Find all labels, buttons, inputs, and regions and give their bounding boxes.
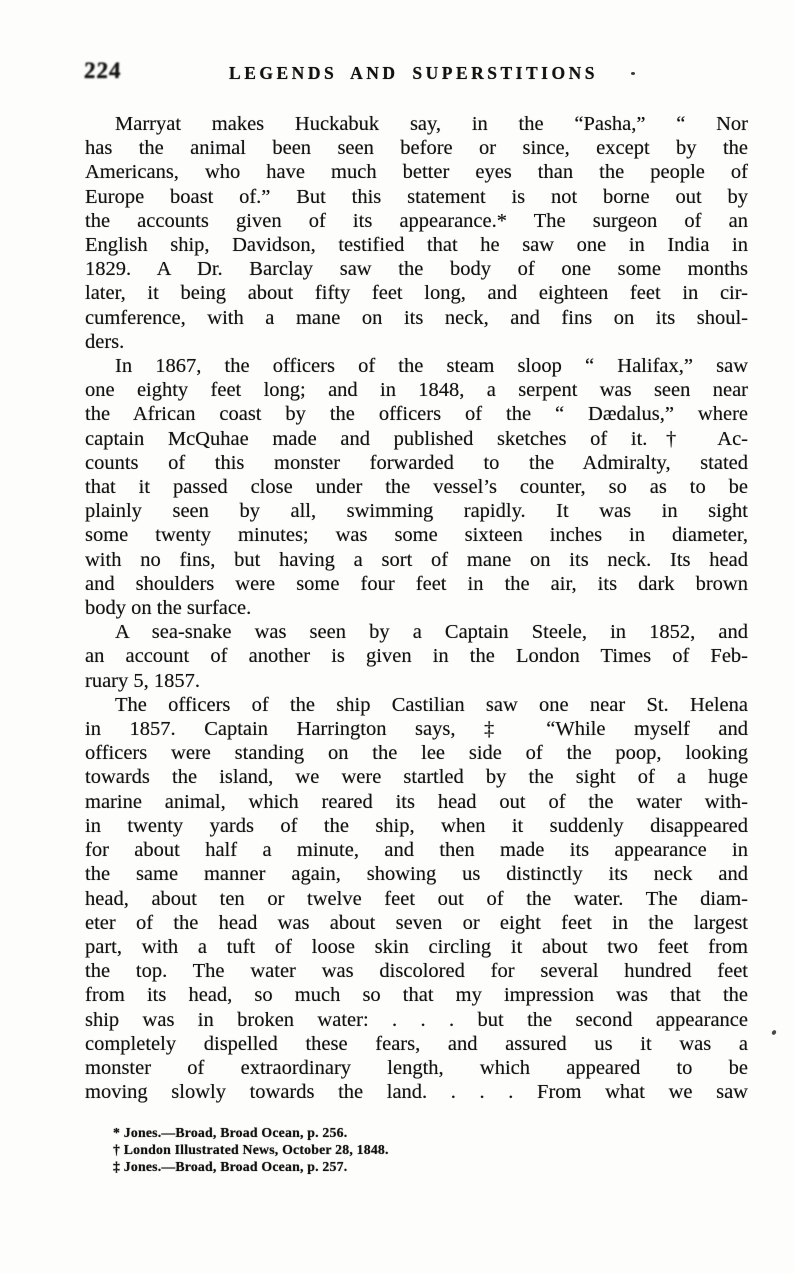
text-line: in twenty yards of the ship, when it suddenly disappeared bbox=[85, 814, 748, 837]
text-line: ders. bbox=[85, 330, 125, 353]
text-line: an account of another is given in the London Times of Feb- bbox=[85, 645, 748, 668]
text-line: 1829. A Dr. Barclay saw the body of one some months bbox=[85, 258, 748, 281]
text-line: monster of extraordinary length, which appeared to be bbox=[85, 1056, 748, 1079]
text-line: some twenty minutes; was some sixteen inches in diameter, bbox=[85, 524, 748, 547]
footnotes bbox=[113, 1124, 673, 1176]
text-line: marine animal, which reared its head out of the water with- bbox=[85, 790, 748, 813]
text-line: cumference, with a mane on its neck, and fins on its shoul- bbox=[85, 306, 748, 329]
text-line: Marryat makes Huckabuk say, in the “Pasha,” “ Nor bbox=[115, 113, 748, 135]
page-header bbox=[0, 0, 795, 100]
ink-speck bbox=[771, 1029, 777, 1035]
text-line: Americans, who have much better eyes than the people of bbox=[85, 161, 748, 184]
paragraph bbox=[85, 354, 748, 620]
page-number: 224 bbox=[83, 58, 122, 83]
text-line: plainly seen by all, swimming rapidly. It was in sight bbox=[85, 500, 748, 523]
text-line: the same manner again, showing us distinctly its neck and bbox=[85, 863, 748, 886]
text-line: towards the island, we were startled by the sight of a huge bbox=[85, 766, 748, 789]
footnote: * Jones.—Broad, Broad Ocean, p. 256. bbox=[113, 1125, 348, 1140]
text-line: officers were standing on the lee side of the poop, looking bbox=[85, 742, 748, 765]
text-line: counts of this monster forwarded to the Admiralty, stated bbox=[85, 451, 748, 474]
text-line: eter of the head was about seven or eight feet in the largest bbox=[85, 911, 748, 934]
paragraph bbox=[85, 620, 748, 693]
text-line: A sea-snake was seen by a Captain Steele, in 1852, and bbox=[115, 621, 748, 644]
text-line: the accounts given of its appearance.* The surgeon of an bbox=[85, 209, 748, 232]
paragraph bbox=[85, 112, 748, 354]
text-line: ruary 5, 1857. bbox=[85, 669, 201, 692]
footnote: ‡ Jones.—Broad, Broad Ocean, p. 257. bbox=[113, 1159, 348, 1175]
ink-speck bbox=[631, 72, 635, 75]
text-line: The officers of the ship Castilian saw one near St. Helena bbox=[115, 693, 748, 716]
text-line: one eighty feet long; and in 1848, a serpent was seen near bbox=[85, 379, 748, 402]
running-title: LEGENDS AND SUPERSTITIONS bbox=[229, 63, 598, 83]
text-line: and shoulders were some four feet in the air, its dark brown bbox=[85, 572, 748, 595]
text-line: moving slowly towards the land. . . . From what we saw bbox=[85, 1081, 748, 1104]
text-line: with no fins, but having a sort of mane on its neck. Its head bbox=[85, 548, 748, 571]
text-line: ship was in broken water: . . . but the second appearance bbox=[85, 1008, 748, 1031]
text-line: later, it being about fifty feet long, and eighteen feet in cir- bbox=[85, 282, 748, 305]
paragraph bbox=[85, 693, 748, 1104]
text-line: body on the surface. bbox=[85, 597, 252, 620]
text-line: part, with a tuft of loose skin circling it about two feet from bbox=[85, 935, 748, 958]
text-block bbox=[85, 112, 748, 1104]
text-line: for about half a minute, and then made its appearance in bbox=[85, 839, 748, 862]
text-line: English ship, Davidson, testified that he saw one in India in bbox=[85, 234, 748, 257]
text-line: that it passed close under the vessel’s counter, so as to be bbox=[85, 476, 748, 499]
text-line: head, about ten or twelve feet out of the water. The diam- bbox=[85, 887, 748, 910]
text-line: the African coast by the officers of the “ Dædalus,” where bbox=[85, 403, 748, 426]
text-line: captain McQuhae made and published sketches of it.† Ac- bbox=[85, 427, 748, 450]
text-line: the top. The water was discolored for several hundred feet bbox=[85, 960, 748, 983]
text-line: has the animal been seen before or since, except by the bbox=[85, 137, 748, 160]
text-line: in 1857. Captain Harrington says, ‡ “While myself and bbox=[85, 718, 748, 741]
text-line: from its head, so much so that my impression was that the bbox=[85, 984, 748, 1007]
footnote: † London Illustrated News, October 28, 1848. bbox=[113, 1142, 389, 1158]
text-line: completely dispelled these fears, and assured us it was a bbox=[85, 1032, 748, 1055]
text-line: Europe boast of.” But this statement is not borne out by bbox=[85, 185, 748, 208]
text-line: In 1867, the officers of the steam sloop “ Halifax,” saw bbox=[115, 355, 748, 378]
